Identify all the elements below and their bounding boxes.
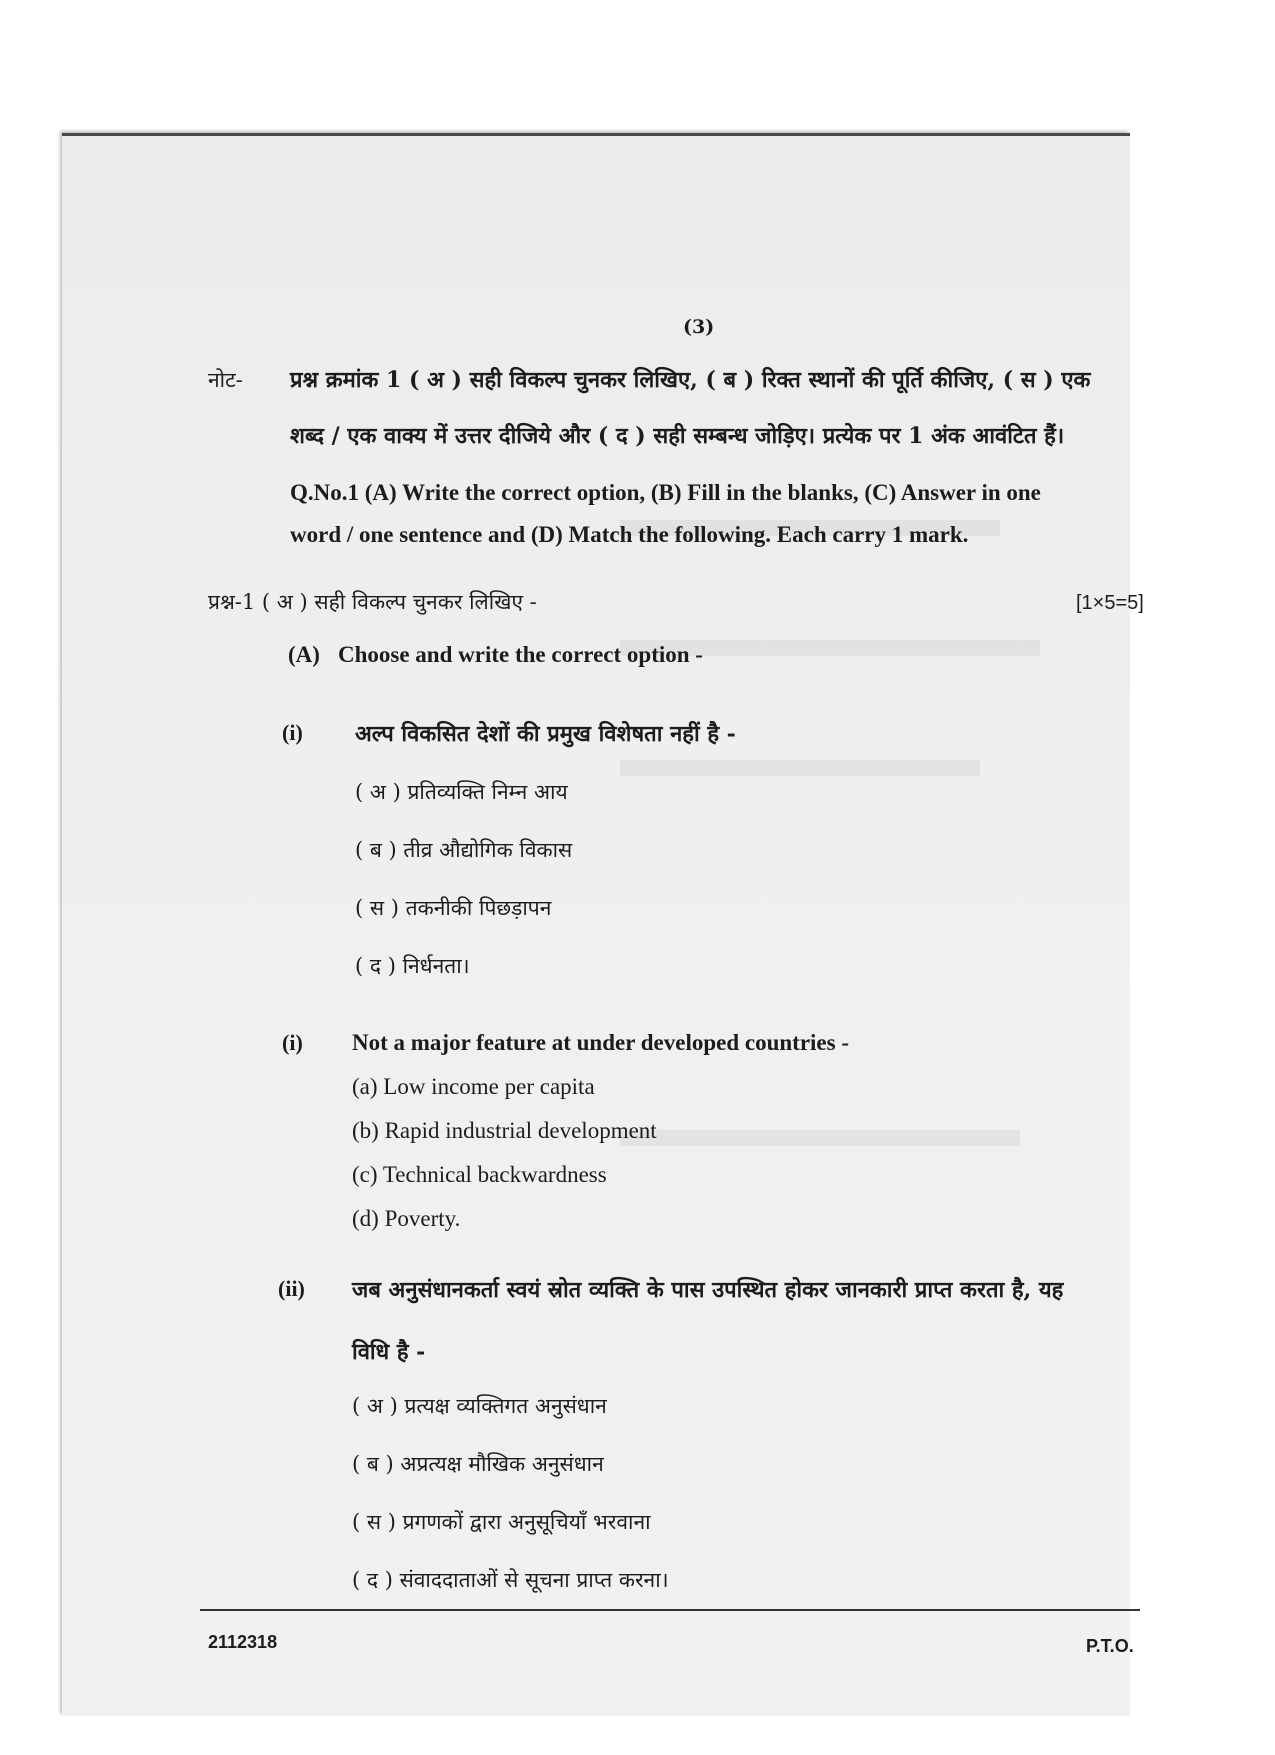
bleed-through-shading	[620, 760, 980, 776]
section-label: (A)	[288, 642, 320, 667]
question-text-hindi: अल्प विकसित देशों की प्रमुख विशेषता नहीं है -	[355, 721, 736, 747]
option-english: (a) Low income per capita	[352, 1074, 595, 1099]
question-heading-hindi: प्रश्न-1 ( अ ) सही विकल्प चुनकर लिखिए -	[208, 590, 537, 614]
option-english: (d) Poverty.	[352, 1206, 461, 1231]
option-hindi: ( द ) निर्धनता।	[355, 954, 470, 978]
paper-code: 2112318	[208, 1632, 278, 1652]
note-hindi-line2: शब्द / एक वाक्य में उत्तर दीजिये और ( द ) सही सम्बन्ध जोड़िए। प्रत्येक पर 1 अंक आवंटित हैं।	[290, 423, 1065, 449]
question-text-hindi-line2: विधि है -	[352, 1339, 426, 1365]
page-number: (3)	[683, 316, 715, 338]
note-english-line1: Q.No.1 (A) Write the correct option, (B) Fill in the blanks, (C) Answer in one	[290, 480, 1041, 505]
option-hindi: ( अ ) प्रत्यक्ष व्यक्तिगत अनुसंधान	[352, 1394, 607, 1418]
marks-allocation: [1×5=5]	[1076, 592, 1144, 614]
question-text-hindi-line1: जब अनुसंधानकर्ता स्वयं स्रोत व्यक्ति के पास उपस्थित होकर जानकारी प्राप्त करता है, यह	[352, 1277, 1064, 1303]
bleed-through-shading	[620, 1130, 1020, 1146]
option-english: (c) Technical backwardness	[352, 1162, 607, 1187]
please-turn-over: P.T.O.	[1086, 1636, 1134, 1656]
footer-rule	[200, 1609, 1140, 1611]
section-title: Choose and write the correct option -	[338, 642, 703, 667]
option-hindi: ( अ ) प्रतिव्यक्ति निम्न आय	[355, 780, 568, 804]
note-label: नोट-	[208, 368, 243, 392]
question-number: (ii)	[278, 1276, 305, 1301]
note-english-line2: word / one sentence and (D) Match the following. Each carry 1 mark.	[290, 522, 969, 547]
option-hindi: ( स ) प्रगणकों द्वारा अनुसूचियाँ भरवाना	[352, 1510, 651, 1534]
option-english: (b) Rapid industrial development	[352, 1118, 657, 1143]
question-number: (i)	[282, 1030, 303, 1055]
option-hindi: ( द ) संवाददाताओं से सूचना प्राप्त करना।	[352, 1568, 669, 1592]
option-hindi: ( स ) तकनीकी पिछड़ापन	[355, 896, 552, 920]
option-hindi: ( ब ) तीव्र औद्योगिक विकास	[355, 838, 573, 862]
question-number: (i)	[282, 720, 303, 745]
option-hindi: ( ब ) अप्रत्यक्ष मौखिक अनुसंधान	[352, 1452, 604, 1476]
note-hindi-line1: प्रश्न क्रमांक 1 ( अ ) सही विकल्प चुनकर लिखिए, ( ब ) रिक्त स्थानों की पूर्ति कीजिए, ( स ) एक	[290, 367, 1091, 393]
question-text-english: Not a major feature at under developed countries -	[352, 1030, 849, 1055]
